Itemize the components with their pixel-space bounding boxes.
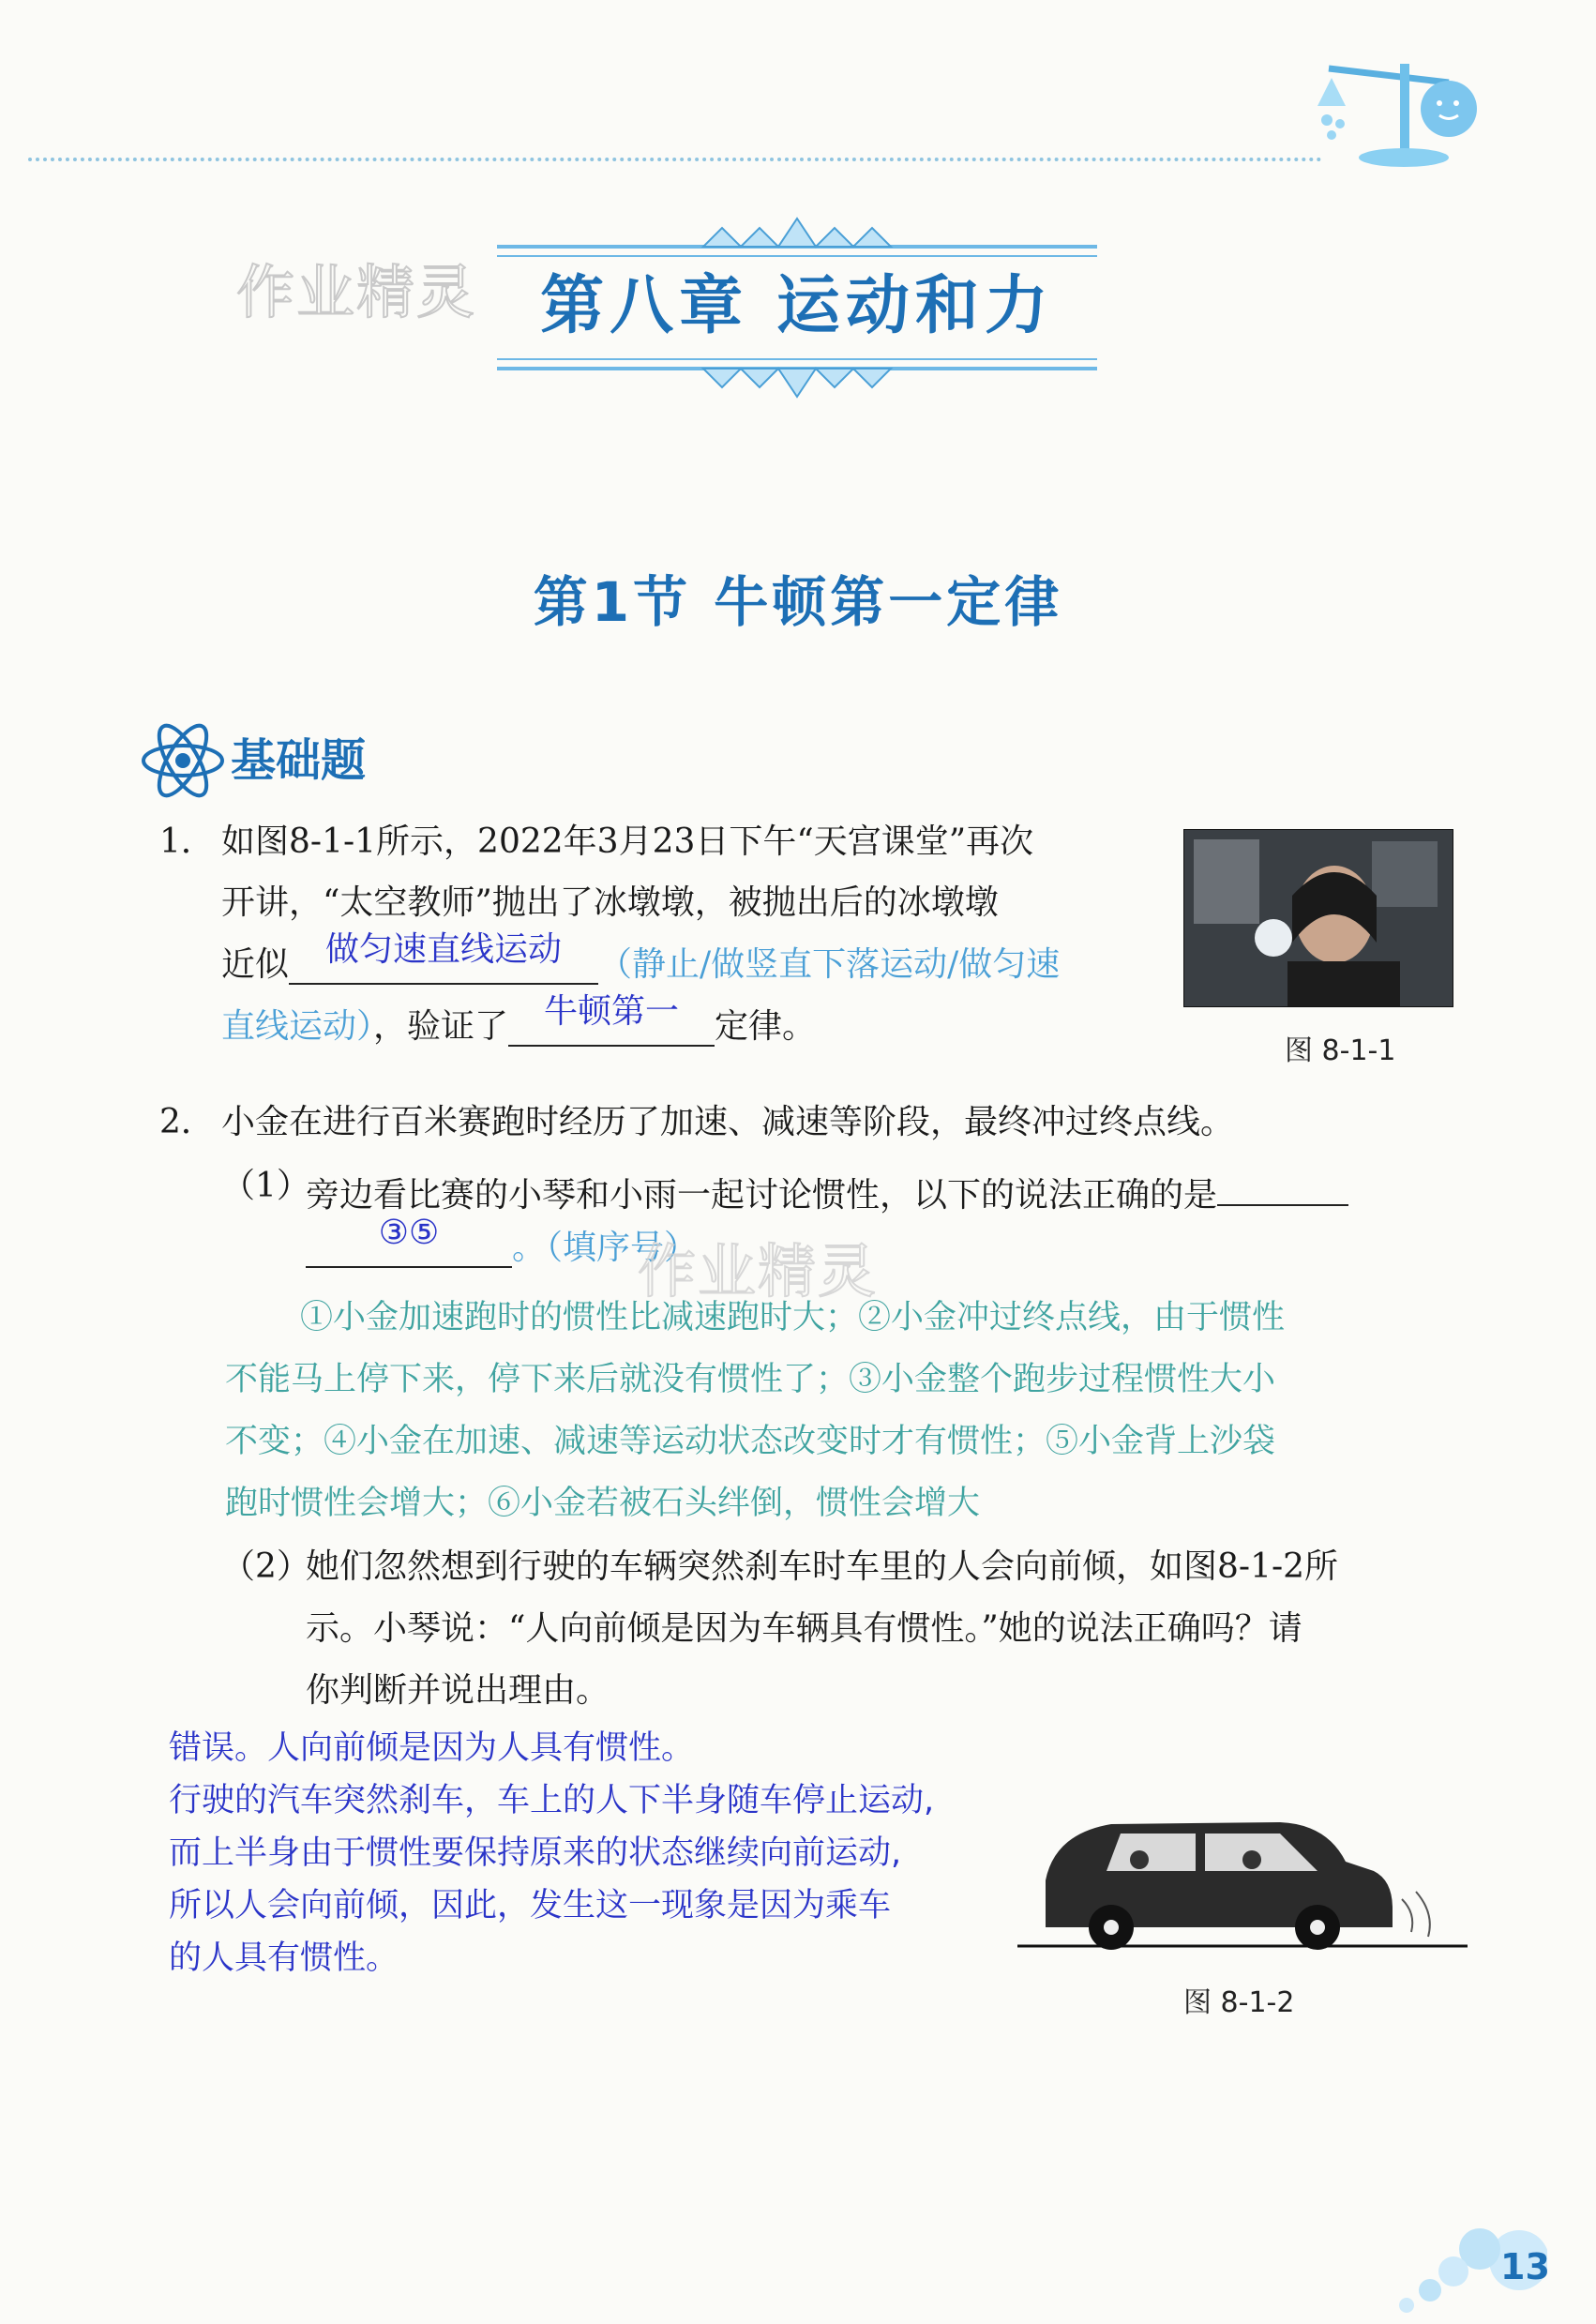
braking-car-icon bbox=[1017, 1805, 1468, 1955]
q2-handwritten-answer-line: 而上半身由于惯性要保持原来的状态继续向前运动, bbox=[169, 1834, 902, 1872]
q1-line4-suffix: 定律。 bbox=[715, 1007, 817, 1046]
q2-statement-line: 不能马上停下来，停下来后就没有惯性了；③小金整个跑步过程惯性大小 bbox=[225, 1361, 1276, 1398]
q2-p2-number: （2） bbox=[221, 1547, 310, 1586]
q1-options-b: 直线运动） bbox=[221, 1007, 374, 1046]
q1-line3-prefix: 近似 bbox=[221, 945, 290, 984]
q1-line4-mid: ，验证了 bbox=[373, 1007, 509, 1046]
q2-p1-answer: ③⑤ bbox=[378, 1214, 440, 1252]
atom-icon bbox=[141, 720, 225, 801]
q1-options-a: （静止/做竖直下落运动/做匀速 bbox=[598, 945, 1061, 984]
watermark-secondary: 作业精灵 bbox=[638, 1237, 879, 1305]
q2-stem: 小金在进行百米赛跑时经历了加速、减速等阶段，最终冲过终点线。 bbox=[221, 1103, 1235, 1141]
q1-line1: 如图8-1-1所示，2022年3月23日下午“天宫课堂”再次 bbox=[221, 822, 1034, 861]
q2-p2-line: 你判断并说出理由。 bbox=[306, 1671, 610, 1710]
q2-number: 2． bbox=[159, 1103, 215, 1141]
q2-statement-line: ①小金加速跑时的惯性比减速跑时大；②小金冲过终点线，由于惯性 bbox=[300, 1299, 1286, 1336]
q2-p2-line: 示。小琴说：“人向前倾是因为车辆具有惯性。”她的说法正确吗？请 bbox=[306, 1609, 1302, 1648]
q1-line2: 开讲，“太空教师”抛出了冰墩墩，被抛出后的冰墩墩 bbox=[221, 883, 999, 922]
q2-statement-line: 不变；④小金在加速、减速等运动状态改变时才有惯性；⑤小金背上沙袋 bbox=[225, 1423, 1276, 1460]
q2-p1-question: 旁边看比赛的小琴和小雨一起讨论惯性，以下的说法正确的是 bbox=[306, 1176, 1218, 1215]
q2-handwritten-answer-line: 行驶的汽车突然刹车，车上的人下半身随车停止运动, bbox=[169, 1782, 935, 1819]
q2-p2-line: 她们忽然想到行驶的车辆突然刹车时车里的人会向前倾，如图8-1-2所 bbox=[306, 1547, 1339, 1586]
figure-8-1-1-caption: 图 8-1-1 bbox=[1285, 1034, 1396, 1067]
q2-handwritten-answer-line: 所以人会向前倾，因此，发生这一现象是因为乘车 bbox=[169, 1887, 892, 1924]
watermark: 作业精灵 bbox=[236, 258, 477, 326]
figure-8-1-1-photo bbox=[1183, 829, 1453, 1007]
q2-p1-blank-b[interactable] bbox=[306, 1214, 512, 1268]
basics-label: 基础题 bbox=[231, 734, 367, 787]
q1-answer1-blank[interactable] bbox=[289, 930, 598, 985]
q2-p1-number: （1） bbox=[221, 1167, 310, 1205]
q2-statement-line: 跑时惯性会增大；⑥小金若被石头绊倒，惯性会增大 bbox=[225, 1485, 981, 1522]
q1-answer1: 做匀速直线运动 bbox=[325, 930, 563, 969]
q2-p1-text bbox=[306, 1163, 1348, 1219]
q1-line3 bbox=[221, 930, 1061, 988]
q2-handwritten-answer-line: 的人具有惯性。 bbox=[169, 1939, 399, 1977]
balance-mascot-icon bbox=[1308, 26, 1486, 176]
q2-handwritten-answer-line: 错误。人向前倾是因为人具有惯性。 bbox=[169, 1729, 695, 1767]
section-title: 第1节 牛顿第一定律 bbox=[533, 570, 1063, 634]
q1-number: 1． bbox=[159, 822, 215, 861]
header-dotted-rule bbox=[28, 158, 1322, 161]
q1-answer2: 牛顿第一 bbox=[544, 992, 680, 1031]
q2-p1-hint: 。（填序号） bbox=[512, 1229, 699, 1267]
space-station-photo-icon bbox=[1184, 830, 1453, 1006]
figure-8-1-2-caption: 图 8-1-2 bbox=[1183, 1986, 1295, 2019]
q1-answer2-blank[interactable] bbox=[508, 992, 715, 1047]
q2-p1-blank-a[interactable] bbox=[1217, 1163, 1348, 1206]
q1-line4 bbox=[221, 992, 817, 1050]
chapter-title: 第八章 运动和力 bbox=[540, 269, 1054, 343]
page-number: 13 bbox=[1500, 2246, 1550, 2287]
